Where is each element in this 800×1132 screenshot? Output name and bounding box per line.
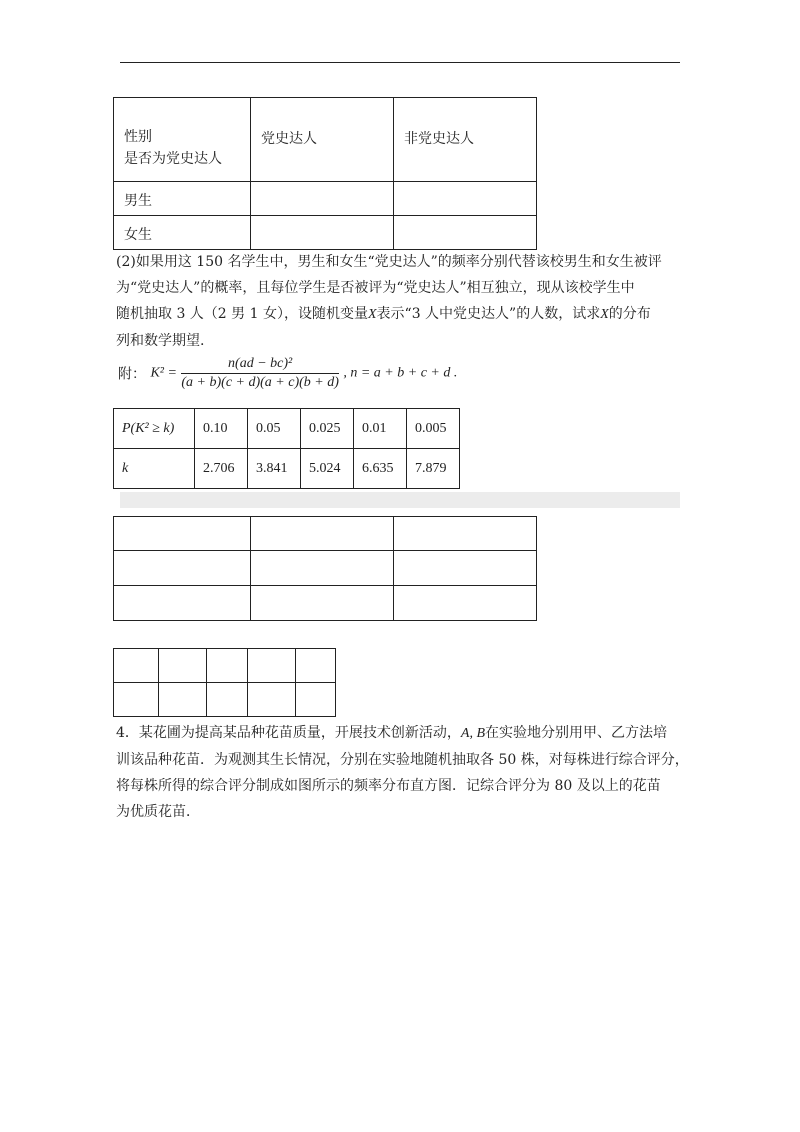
k-value-cell: 5.024 [301,449,354,489]
table-cell [114,649,159,683]
problem-4-paragraph [116,720,696,825]
variables-ab: A, B [460,726,486,741]
table-cell [296,683,336,717]
row-label-male: 男生 [114,182,251,216]
table-cell [114,517,251,551]
variable-x: X [600,307,609,322]
part2-line: (2)如果用这 150 名学生中，男生和女生“党史达人”的频率分别代替该校男生和女生被评 [116,254,662,270]
problem-line: 4．某花圃为提高某品种花苗质量，开展技术创新活动，A, B在实验地分别用甲、乙方法培 [116,725,668,741]
problem-line: 将每株所得的综合评分制成如图所示的频率分布直方图．记综合评分为 80 及以上的花苗 [116,778,661,794]
critical-value-table [113,408,460,489]
problem-line: 训该品种花苗．为观测其生长情况，分别在实验地随机抽取各 50 株，对每株进行综合评分， [116,752,689,768]
part2-line: 为“党史达人”的概率，且每位学生是否被评为“党史达人”相互独立，现从该校学生中 [116,280,635,296]
table-cell [251,216,394,250]
table-cell [159,683,207,717]
table-cell [251,551,394,586]
header-line-gender: 性别 [124,129,152,145]
header-rule [120,62,680,63]
table-cell [114,586,251,621]
table-cell [394,216,537,250]
table-cell [114,683,159,717]
table-cell [207,649,248,683]
table-cell [207,683,248,717]
formula-lhs: K² = [150,365,177,381]
table-cell [394,182,537,216]
table-cell [159,649,207,683]
k-value-cell: 3.841 [248,449,301,489]
p-value-cell: 0.025 [301,409,354,449]
table-header-corner [114,98,251,182]
chi-square-formula [118,356,457,391]
table-cell [248,683,296,717]
variable-x: X [367,307,377,322]
table-cell [394,551,537,586]
col-header-expert: 党史达人 [251,98,394,182]
table-cell [394,586,537,621]
gender-contingency-table [113,97,537,250]
row-label-k: k [114,449,195,489]
table-cell [296,649,336,683]
p-value-cell: 0.01 [354,409,407,449]
problem-line: 为优质花苗． [116,804,200,820]
k-value-cell: 2.706 [195,449,248,489]
table-cell [248,649,296,683]
empty-table-2x5 [113,648,336,717]
formula-prefix: 附： [118,366,146,383]
table-cell [394,517,537,551]
p-value-cell: 0.005 [407,409,460,449]
section-divider-band [120,492,680,508]
empty-table-3x3 [113,516,537,621]
formula-fraction [181,356,339,391]
part2-line: 列和数学期望. [116,333,205,349]
part2-paragraph [116,249,696,354]
table-cell [251,586,394,621]
formula-rhs: , n = a + b + c + d . [343,365,458,381]
row-label-female: 女生 [114,216,251,250]
k-value-cell: 7.879 [407,449,460,489]
formula-denominator: (a + b)(c + d)(a + c)(b + d) [181,375,339,390]
p-value-cell: 0.05 [248,409,301,449]
table-cell [251,182,394,216]
p-value-cell: 0.10 [195,409,248,449]
formula-numerator: n(ad − bc)² [181,356,339,374]
k-value-cell: 6.635 [354,449,407,489]
header-line-expert: 是否为党史达人 [124,151,222,167]
col-header-non-expert: 非党史达人 [394,98,537,182]
row-label-p: P(K² ≥ k) [114,409,195,449]
table-cell [114,551,251,586]
part2-line: 随机抽取 3 人（2 男 1 女），设随机变量X表示“3 人中党史达人”的人数，试求X的分布 [116,306,651,322]
table-cell [251,517,394,551]
